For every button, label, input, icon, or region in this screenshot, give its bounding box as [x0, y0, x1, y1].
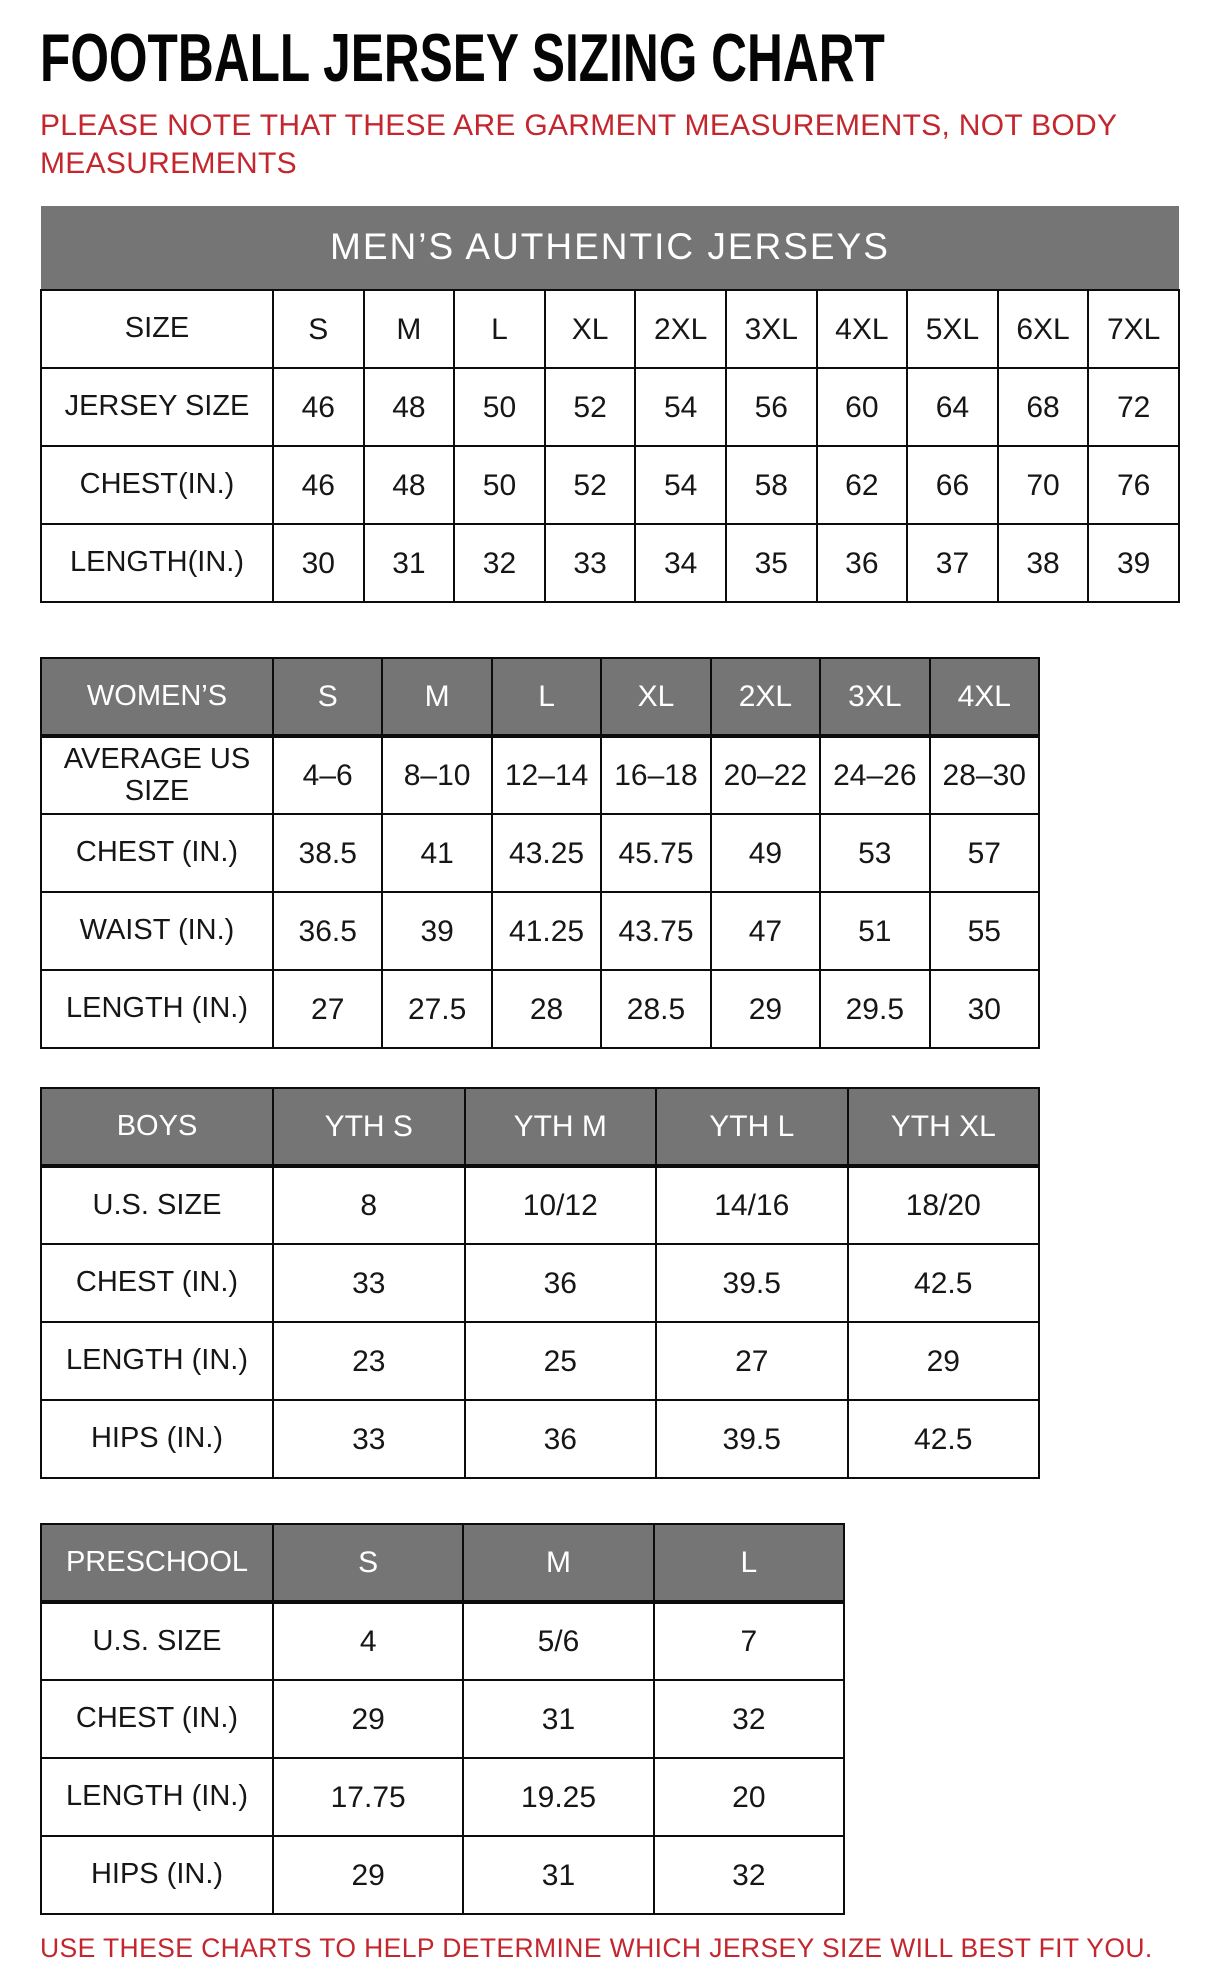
value-cell: 39 [382, 892, 491, 970]
row-label: WAIST (IN.) [41, 892, 273, 970]
value-cell: 17.75 [273, 1758, 463, 1836]
value-cell: 32 [654, 1836, 844, 1914]
column-header: M [382, 658, 491, 736]
table-row [41, 1836, 844, 1914]
value-cell: 14/16 [656, 1166, 848, 1244]
row-label: CHEST (IN.) [41, 1244, 273, 1322]
value-cell: 20–22 [711, 736, 820, 814]
column-header: YTH XL [848, 1088, 1040, 1166]
value-cell: 47 [711, 892, 820, 970]
column-header: 6XL [998, 290, 1089, 368]
row-label: LENGTH (IN.) [41, 1322, 273, 1400]
value-cell: 4–6 [273, 736, 382, 814]
boys-corner-header: BOYS [41, 1088, 273, 1166]
womens-corner-header: WOMEN’S [41, 658, 273, 736]
value-cell: 23 [273, 1322, 465, 1400]
column-header: S [273, 290, 364, 368]
value-cell: 48 [364, 368, 455, 446]
column-header: YTH L [656, 1088, 848, 1166]
value-cell: 35 [726, 524, 817, 602]
value-cell: 8–10 [382, 736, 491, 814]
footer-note: USE THESE CHARTS TO HELP DETERMINE WHICH JERSEY SIZE WILL BEST FIT YOU. [40, 1933, 1153, 1963]
value-cell: 34 [635, 524, 726, 602]
table-row [41, 446, 1179, 524]
column-header: 5XL [907, 290, 998, 368]
column-header: M [364, 290, 455, 368]
value-cell: 28–30 [930, 736, 1039, 814]
value-cell: 76 [1088, 446, 1179, 524]
value-cell: 56 [726, 368, 817, 446]
column-header: 2XL [635, 290, 726, 368]
value-cell: 4 [273, 1602, 463, 1680]
row-label: LENGTH (IN.) [41, 1758, 273, 1836]
value-cell: 29 [848, 1322, 1040, 1400]
value-cell: 36 [465, 1244, 657, 1322]
value-cell: 62 [817, 446, 908, 524]
value-cell: 12–14 [492, 736, 601, 814]
table-row [41, 1758, 844, 1836]
value-cell: 51 [820, 892, 929, 970]
value-cell: 32 [654, 1680, 844, 1758]
value-cell: 27 [656, 1322, 848, 1400]
value-cell: 46 [273, 446, 364, 524]
value-cell: 57 [930, 814, 1039, 892]
mens-header-row [41, 290, 1179, 368]
mens-corner-header: SIZE [41, 290, 273, 368]
value-cell: 52 [545, 368, 636, 446]
value-cell: 41.25 [492, 892, 601, 970]
preschool-header-row [41, 1524, 844, 1602]
value-cell: 45.75 [601, 814, 710, 892]
value-cell: 54 [635, 446, 726, 524]
page-title: FOOTBALL JERSEY SIZING CHART [40, 20, 885, 96]
row-label: CHEST (IN.) [41, 1680, 273, 1758]
row-label: U.S. SIZE [41, 1166, 273, 1244]
table-row [41, 368, 1179, 446]
table-row [41, 970, 1039, 1048]
value-cell: 55 [930, 892, 1039, 970]
column-header: L [492, 658, 601, 736]
value-cell: 54 [635, 368, 726, 446]
value-cell: 52 [545, 446, 636, 524]
value-cell: 29 [273, 1836, 463, 1914]
value-cell: 28.5 [601, 970, 710, 1048]
table-row [41, 524, 1179, 602]
table-row [41, 1166, 1039, 1244]
row-label: U.S. SIZE [41, 1602, 273, 1680]
table-row [41, 1322, 1039, 1400]
mens-band-title: MEN’S AUTHENTIC JERSEYS [41, 206, 1179, 290]
value-cell: 29 [273, 1680, 463, 1758]
table-row [41, 1602, 844, 1680]
column-header: L [654, 1524, 844, 1602]
value-cell: 58 [726, 446, 817, 524]
column-header: S [273, 1524, 463, 1602]
value-cell: 36 [465, 1400, 657, 1478]
value-cell: 60 [817, 368, 908, 446]
column-header: 3XL [726, 290, 817, 368]
value-cell: 70 [998, 446, 1089, 524]
table-row [41, 1244, 1039, 1322]
table-row [41, 814, 1039, 892]
row-label: HIPS (IN.) [41, 1836, 273, 1914]
value-cell: 42.5 [848, 1244, 1040, 1322]
column-header: YTH M [465, 1088, 657, 1166]
column-header: 4XL [817, 290, 908, 368]
value-cell: 27.5 [382, 970, 491, 1048]
value-cell: 50 [454, 446, 545, 524]
row-label: CHEST(IN.) [41, 446, 273, 524]
value-cell: 16–18 [601, 736, 710, 814]
column-header: M [463, 1524, 653, 1602]
row-label: LENGTH(IN.) [41, 524, 273, 602]
table-row [41, 736, 1039, 814]
preschool-corner-header: PRESCHOOL [41, 1524, 273, 1602]
column-header: 4XL [930, 658, 1039, 736]
row-label: CHEST (IN.) [41, 814, 273, 892]
value-cell: 37 [907, 524, 998, 602]
value-cell: 30 [273, 524, 364, 602]
column-header: 3XL [820, 658, 929, 736]
value-cell: 41 [382, 814, 491, 892]
value-cell: 38.5 [273, 814, 382, 892]
column-header: XL [601, 658, 710, 736]
column-header: XL [545, 290, 636, 368]
value-cell: 20 [654, 1758, 844, 1836]
mens-band-row [41, 206, 1179, 290]
value-cell: 50 [454, 368, 545, 446]
column-header: YTH S [273, 1088, 465, 1166]
womens-header-row [41, 658, 1039, 736]
value-cell: 30 [930, 970, 1039, 1048]
row-label: JERSEY SIZE [41, 368, 273, 446]
table-row [41, 892, 1039, 970]
value-cell: 24–26 [820, 736, 929, 814]
value-cell: 66 [907, 446, 998, 524]
value-cell: 29.5 [820, 970, 929, 1048]
value-cell: 42.5 [848, 1400, 1040, 1478]
value-cell: 28 [492, 970, 601, 1048]
garment-measurements-note: PLEASE NOTE THAT THESE ARE GARMENT MEASUREMENTS, NOT BODY MEASUREMENTS [40, 109, 1117, 180]
column-header: S [273, 658, 382, 736]
row-label: AVERAGE US SIZE [41, 736, 273, 814]
value-cell: 39.5 [656, 1244, 848, 1322]
value-cell: 25 [465, 1322, 657, 1400]
value-cell: 68 [998, 368, 1089, 446]
column-header: L [454, 290, 545, 368]
value-cell: 48 [364, 446, 455, 524]
table-row [41, 1400, 1039, 1478]
value-cell: 36.5 [273, 892, 382, 970]
preschool-sizing-table [40, 1523, 845, 1915]
value-cell: 19.25 [463, 1758, 653, 1836]
value-cell: 43.75 [601, 892, 710, 970]
value-cell: 33 [273, 1400, 465, 1478]
value-cell: 33 [273, 1244, 465, 1322]
value-cell: 18/20 [848, 1166, 1040, 1244]
mens-authentic-jerseys-table [40, 206, 1180, 603]
value-cell: 72 [1088, 368, 1179, 446]
value-cell: 5/6 [463, 1602, 653, 1680]
value-cell: 31 [364, 524, 455, 602]
value-cell: 38 [998, 524, 1089, 602]
value-cell: 39.5 [656, 1400, 848, 1478]
value-cell: 46 [273, 368, 364, 446]
value-cell: 27 [273, 970, 382, 1048]
value-cell: 29 [711, 970, 820, 1048]
value-cell: 7 [654, 1602, 844, 1680]
table-row [41, 1680, 844, 1758]
row-label: LENGTH (IN.) [41, 970, 273, 1048]
value-cell: 53 [820, 814, 929, 892]
value-cell: 49 [711, 814, 820, 892]
value-cell: 43.25 [492, 814, 601, 892]
value-cell: 31 [463, 1836, 653, 1914]
value-cell: 8 [273, 1166, 465, 1244]
womens-sizing-table [40, 657, 1040, 1049]
value-cell: 36 [817, 524, 908, 602]
boys-header-row [41, 1088, 1039, 1166]
value-cell: 32 [454, 524, 545, 602]
value-cell: 39 [1088, 524, 1179, 602]
column-header: 7XL [1088, 290, 1179, 368]
value-cell: 64 [907, 368, 998, 446]
value-cell: 31 [463, 1680, 653, 1758]
column-header: 2XL [711, 658, 820, 736]
row-label: HIPS (IN.) [41, 1400, 273, 1478]
value-cell: 33 [545, 524, 636, 602]
value-cell: 10/12 [465, 1166, 657, 1244]
boys-sizing-table [40, 1087, 1040, 1479]
